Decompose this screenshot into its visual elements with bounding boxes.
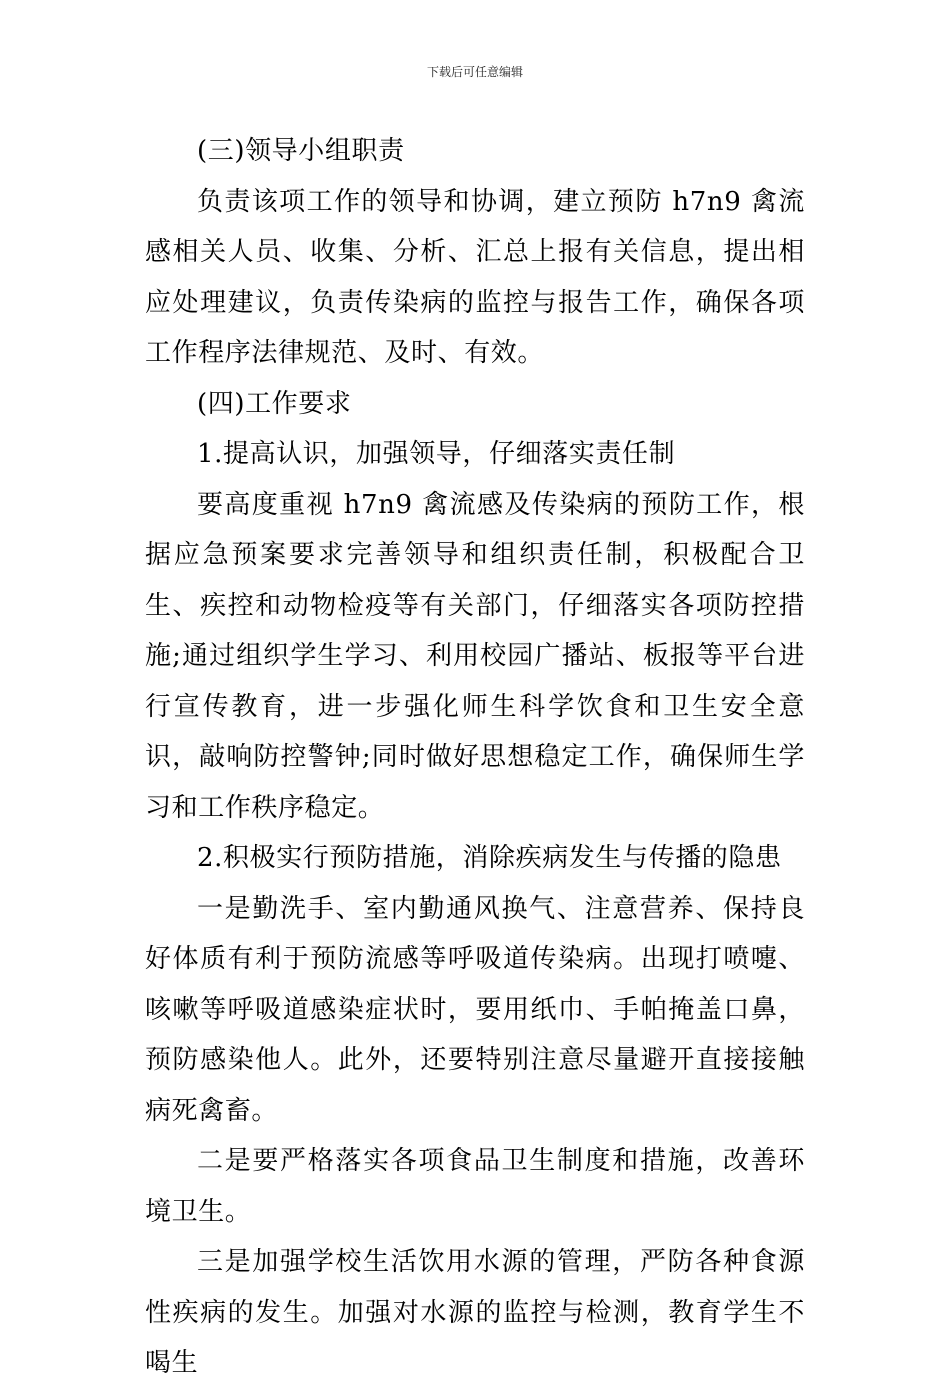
- paragraph: 三是加强学校生活饮用水源的管理，严防各种食源性疾病的发生。加强对水源的监控与检测，教育学生不喝生: [145, 1247, 805, 1378]
- paragraph: 要高度重视 h7n9 禽流感及传染病的预防工作，根据应急预案要求完善领导和组织责任制，积极配合卫生、疾控和动物检疫等有关部门，仔细落实各项防控措施;通过组织学生学习、利用校园广播站、板报等平台进行宣传教育，进一步强化师生科学饮食和卫生安全意识，敲响防控警钟;同时做好思想稳定工作，确保师生学习和工作秩序稳定。: [145, 489, 805, 823]
- section-heading-3: (三)领导小组职责: [197, 136, 405, 166]
- paragraph: 一是勤洗手、室内勤通风换气、注意营养、保持良好体质有利于预防流感等呼吸道传染病。出现打喷嚏、咳嗽等呼吸道感染症状时，要用纸巾、手帕掩盖口鼻，预防感染他人。此外，还要特别注意尽量避开直接接触病死禽畜。: [145, 893, 805, 1126]
- subheading-1: 1.提高认识，加强领导，仔细落实责任制: [197, 439, 676, 469]
- paragraph: 二是要严格落实各项食品卫生制度和措施，改善环境卫生。: [145, 1146, 805, 1227]
- page-header: 下载后可任意编辑: [426, 65, 523, 79]
- section-heading-4: (四)工作要求: [197, 388, 352, 419]
- document-body: [145, 126, 805, 1389]
- subheading-2: 2.积极实行预防措施，消除疾病发生与传播的隐患: [197, 843, 782, 873]
- paragraph: 负责该项工作的领导和协调，建立预防 h7n9 禽流感相关人员、收集、分析、汇总上报有关信息，提出相应处理建议，负责传染病的监控与报告工作，确保各项工作程序法律规范、及时、有效。: [145, 186, 805, 368]
